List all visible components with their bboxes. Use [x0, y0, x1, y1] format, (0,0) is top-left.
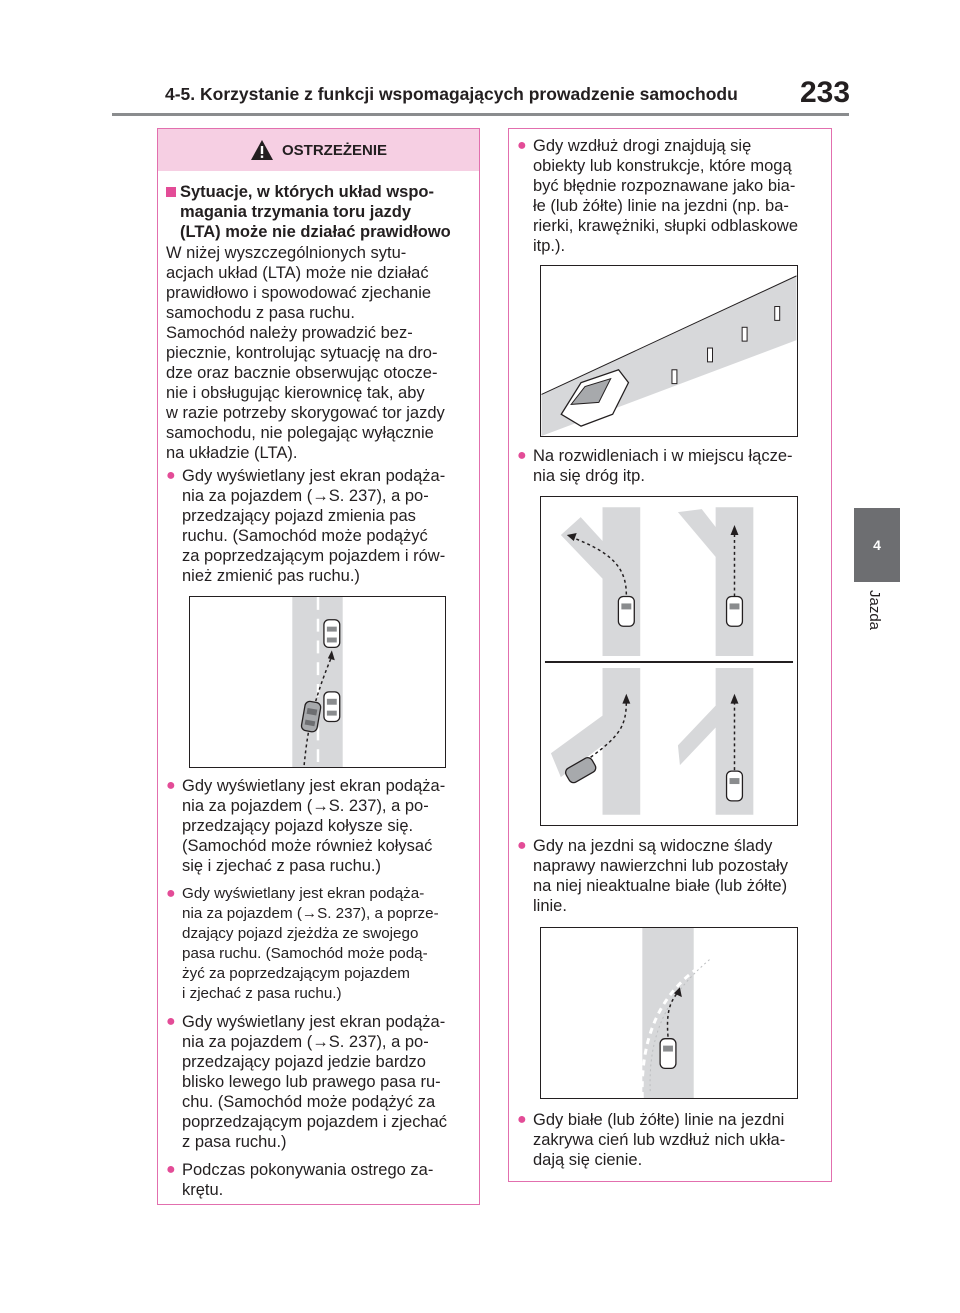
bullet-item-2: ● Gdy wyświetlany jest ekran podąża- nia za pojazdem (→S. 237), a po- przedzający pojazd kołysze się. (Samochód może również kołysać się i zjechać z pasa ruchu.)	[166, 777, 446, 875]
warning-header	[158, 129, 479, 171]
figure-old-lane-lines	[540, 927, 798, 1099]
car-icon	[727, 597, 743, 627]
bullet-item-6: ● Gdy wzdłuż drogi znajdują się obiekty lub konstrukcje, które mogą być błędnie rozpoznawane jako bia- łe (lub żółte) linie na jezdni (np. ba- rierki, krawężniki, słupki odblaskowe itp.).	[517, 137, 799, 255]
car-icon	[660, 1039, 676, 1069]
bullet-item-3: ● Gdy wyświetlany jest ekran podąża- nia za pojazdem (→S. 237), a poprze- dzający pojazd zjeżdża ze swojego pasa ruchu. (Samochód może podą- żyć za poprzedzającym pojazdem i zjechać z pasa ruchu.)	[166, 885, 439, 1002]
square-bullet-icon	[166, 187, 176, 197]
bullet-dot-icon: ●	[166, 777, 176, 794]
car-icon	[561, 370, 628, 426]
chapter-tab[interactable]	[854, 508, 900, 582]
figure-road-forks	[540, 496, 798, 826]
figure-lane-change	[189, 596, 446, 768]
warning-intro: W niżej wyszczególnionych sytu- acjach układ (LTA) może nie działać prawidłowo i spowodować zjechanie samochodu z pasa ruchu. Samochód należy prowadzić bez- piecznie, kontrolując sytuację na dro- dze oraz bacznie obserwując otocze- nie i obsługując kierownicę tak, aby w razie potrzeby skorygować tor jazdy samochodu, nie polegając wyłącznie na układzie (LTA).	[166, 244, 445, 462]
bullet-dot-icon: ●	[166, 1161, 176, 1178]
bullet-dot-icon: ●	[517, 1111, 527, 1128]
car-icon	[618, 597, 634, 627]
warning-title: OSTRZEŻENIE	[281, 141, 387, 159]
bullet-item-8: ● Gdy na jezdni są widoczne ślady naprawy nawierzchni lub pozostały na niej nieaktualne białe (lub żółte) linie.	[517, 837, 788, 915]
bullet-dot-icon: ●	[517, 447, 527, 464]
car-icon	[727, 771, 743, 801]
warning-icon	[250, 139, 274, 161]
page-number: 233	[800, 76, 851, 109]
car-icon	[324, 692, 340, 722]
warning-heading: Sytuacje, w których układ wspo- magania trzymania toru jazdy (LTA) może nie działać prawidłowo	[166, 182, 476, 242]
bullet-dot-icon: ●	[166, 1013, 176, 1030]
bullet-item-5: ● Podczas pokonywania ostrego za- krętu.	[166, 1161, 434, 1199]
bullet-dot-icon: ●	[517, 137, 527, 154]
bullet-item-7: ● Na rozwidleniach i w miejscu łącze- nia się dróg itp.	[517, 447, 793, 485]
bullet-dot-icon: ●	[166, 467, 176, 484]
figure-roadside-posts	[540, 265, 798, 437]
bullet-item-9: ● Gdy białe (lub żółte) linie na jezdni zakrywa cień lub wzdłuż nich ukła- dają się cienie.	[517, 1111, 786, 1169]
chapter-tab-number: 4	[873, 537, 881, 553]
chapter-title: 4-5. Korzystanie z funkcji wspomagających prowadzenie samochodu	[165, 84, 738, 104]
header-divider	[112, 113, 849, 116]
bullet-item-4: ● Gdy wyświetlany jest ekran podąża- nia za pojazdem (→S. 237), a po- przedzający pojazd jedzie bardzo blisko lewego lub prawego pasa ru- chu. (Samochód może podążyć za poprzedzającym pojazdem i zjechać z pasa ruchu.)	[166, 1013, 448, 1151]
car-icon	[324, 620, 340, 648]
bullet-dot-icon: ●	[517, 837, 527, 854]
chapter-tab-label: Jazda	[866, 590, 883, 631]
bullet-dot-icon: ●	[166, 885, 176, 902]
bullet-item-1: ● Gdy wyświetlany jest ekran podąża- nia za pojazdem (→S. 237), a po- przedzający pojazd zmienia pas ruchu. (Samochód może podążyć za poprzedzającym pojazdem i rów- nież zmienić pas ruchu.)	[166, 467, 446, 585]
